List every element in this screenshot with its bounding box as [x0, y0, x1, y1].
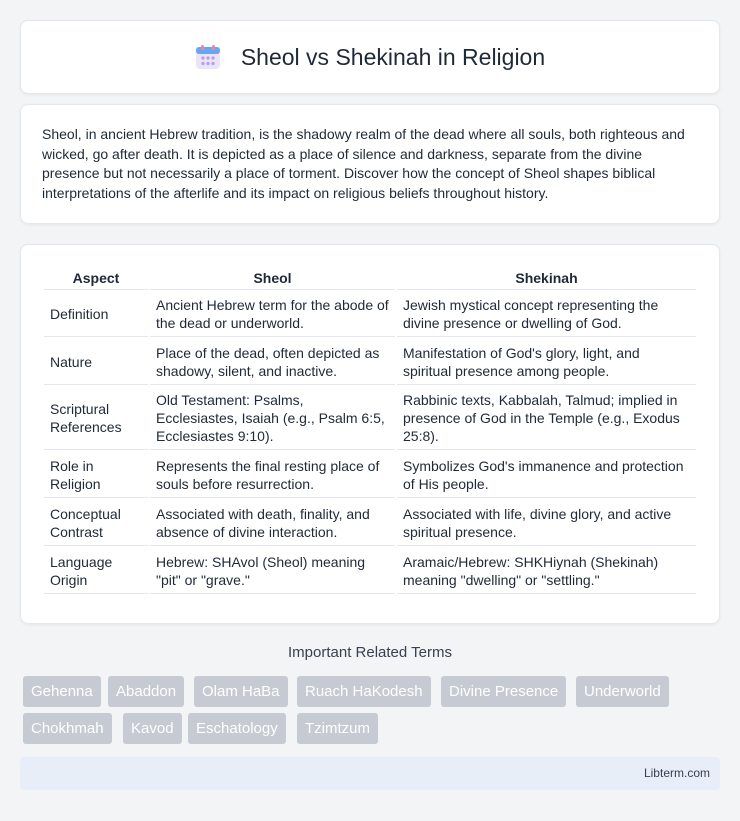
- sheol-cell: Hebrew: SHAvol (Sheol) meaning "pit" or "grave.": [150, 548, 395, 594]
- related-terms-heading: Important Related Terms: [288, 644, 452, 661]
- tag-chokhmah[interactable]: Chokhmah: [23, 713, 112, 744]
- intro-card: [20, 104, 720, 224]
- tag-gehenna[interactable]: Gehenna: [23, 676, 101, 707]
- column-header-aspect: Aspect: [44, 267, 148, 290]
- sheol-cell: Associated with death, finality, and absence of divine interaction.: [150, 500, 395, 546]
- shekinah-cell: Jewish mystical concept representing the divine presence or dwelling of God.: [397, 292, 696, 337]
- table-row: [44, 452, 696, 498]
- table-row: [44, 292, 696, 337]
- column-header-sheol: Sheol: [150, 267, 395, 290]
- column-header-shekinah: Shekinah: [397, 267, 696, 290]
- calendar-icon: [195, 44, 221, 70]
- aspect-cell: Language Origin: [44, 548, 148, 594]
- tag-abaddon[interactable]: Abaddon: [108, 676, 184, 707]
- aspect-cell: Role in Religion: [44, 452, 148, 498]
- footer-site-link[interactable]: Libterm.com: [643, 766, 710, 780]
- shekinah-cell: Aramaic/Hebrew: SHKHiynah (Shekinah) meaning "dwelling" or "settling.": [397, 548, 696, 594]
- table-row: [44, 548, 696, 594]
- shekinah-cell: Associated with life, divine glory, and active spiritual presence.: [397, 500, 696, 546]
- tag-kavod[interactable]: Kavod: [123, 713, 182, 744]
- shekinah-cell: Symbolizes God's immanence and protection of His people.: [397, 452, 696, 498]
- aspect-cell: Definition: [44, 292, 148, 337]
- page-title: Sheol vs Shekinah in Religion: [240, 43, 546, 70]
- sheol-cell: Represents the final resting place of souls before resurrection.: [150, 452, 395, 498]
- sheol-cell: Place of the dead, often depicted as shadowy, silent, and inactive.: [150, 339, 395, 385]
- tag-divine-presence[interactable]: Divine Presence: [441, 676, 566, 707]
- tag-olam-haba[interactable]: Olam HaBa: [194, 676, 288, 707]
- tag-tzimtzum[interactable]: Tzimtzum: [297, 713, 378, 744]
- tag-ruach-hakodesh[interactable]: Ruach HaKodesh: [297, 676, 431, 707]
- shekinah-cell: Rabbinic texts, Kabbalah, Talmud; implied in presence of God in the Temple (e.g., Exodus 25:8).: [397, 387, 696, 450]
- table-row: [44, 500, 696, 546]
- table-row: [44, 339, 696, 385]
- table-row: [44, 387, 696, 450]
- footer: [20, 757, 720, 790]
- intro-paragraph: Sheol, in ancient Hebrew tradition, is the shadowy realm of the dead where all souls, both righteous and wicked, go after death. It is depicted as a place of silence and darkness, separate from the divine presence but not necessarily a place of torment. Discover how the concept of Sheol shapes biblical interpretations of the afterlife and its impact on religious beliefs throughout history.: [42, 126, 685, 201]
- aspect-cell: Conceptual Contrast: [44, 500, 148, 546]
- comparison-table: [42, 265, 698, 596]
- tag-eschatology[interactable]: Eschatology: [188, 713, 286, 744]
- shekinah-cell: Manifestation of God's glory, light, and spiritual presence among people.: [397, 339, 696, 385]
- title-card: [20, 20, 720, 94]
- tag-underworld[interactable]: Underworld: [576, 676, 669, 707]
- aspect-cell: Scriptural References: [44, 387, 148, 450]
- comparison-card: [20, 244, 720, 624]
- sheol-cell: Old Testament: Psalms, Ecclesiastes, Isaiah (e.g., Psalm 6:5, Ecclesiastes 9:10).: [150, 387, 395, 450]
- sheol-cell: Ancient Hebrew term for the abode of the dead or underworld.: [150, 292, 395, 337]
- aspect-cell: Nature: [44, 339, 148, 385]
- table-header-row: [44, 267, 696, 290]
